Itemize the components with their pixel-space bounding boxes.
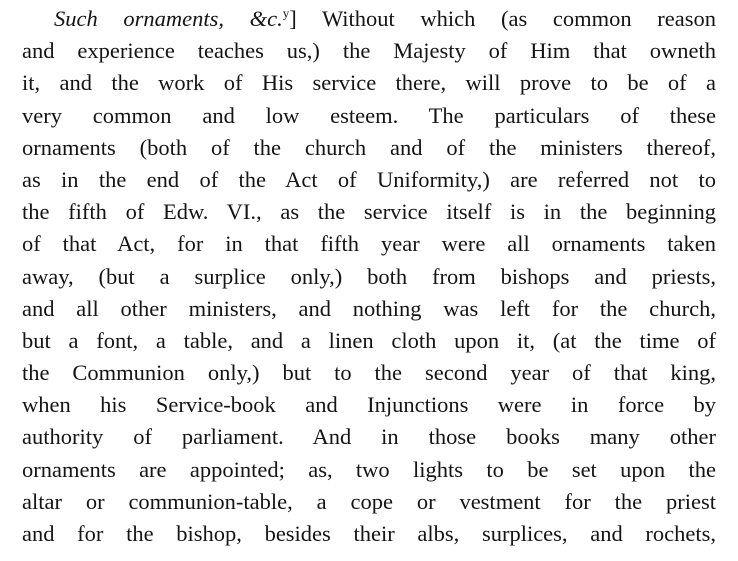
text-line-4: very common and low esteem. The particulars of these (22, 102, 716, 128)
text-line-12: the Communion only,) but to the second year of that king, (22, 360, 716, 386)
text-line-16: altar or communion-table, a cope or vestment for the priest (22, 488, 716, 514)
text-line-6: as in the end of the Act of Uniformity,) are referred not to (22, 166, 716, 192)
text-line-13: when his Service-book and Injunctions were in force by (22, 392, 716, 418)
footnote-marker: y (282, 5, 290, 21)
text-line-11: but a font, a table, and a linen cloth upon it, (at the time of (22, 327, 716, 353)
text-line-15: ornaments are appointed; as, two lights to be set upon the (22, 456, 716, 482)
text-line-7: the fifth of Edw. VI., as the service itself is in the beginning (22, 199, 716, 225)
text-line-3: it, and the work of His service there, will prove to be of a (22, 70, 716, 96)
text-line-9: away, (but a surplice only,) both from bishops and priests, (22, 263, 716, 289)
text-line-2: and experience teaches us,) the Majesty of Him that owneth (22, 38, 716, 64)
italic-heading: Such ornaments, &c. (54, 6, 283, 31)
text-line-14: authority of parliament. And in those books many other (22, 424, 716, 450)
text-line-8: of that Act, for in that fifth year were all ornaments taken (22, 231, 716, 257)
first-line-text: ] Without which (as common reason (289, 6, 716, 31)
body-paragraph (22, 3, 716, 550)
text-line-1 (22, 3, 716, 35)
text-line-10: and all other ministers, and nothing was left for the church, (22, 295, 716, 321)
text-line-5: ornaments (both of the church and of the ministers thereof, (22, 134, 716, 160)
text-line-17: and for the bishop, besides their albs, surplices, and rochets, (22, 521, 716, 546)
